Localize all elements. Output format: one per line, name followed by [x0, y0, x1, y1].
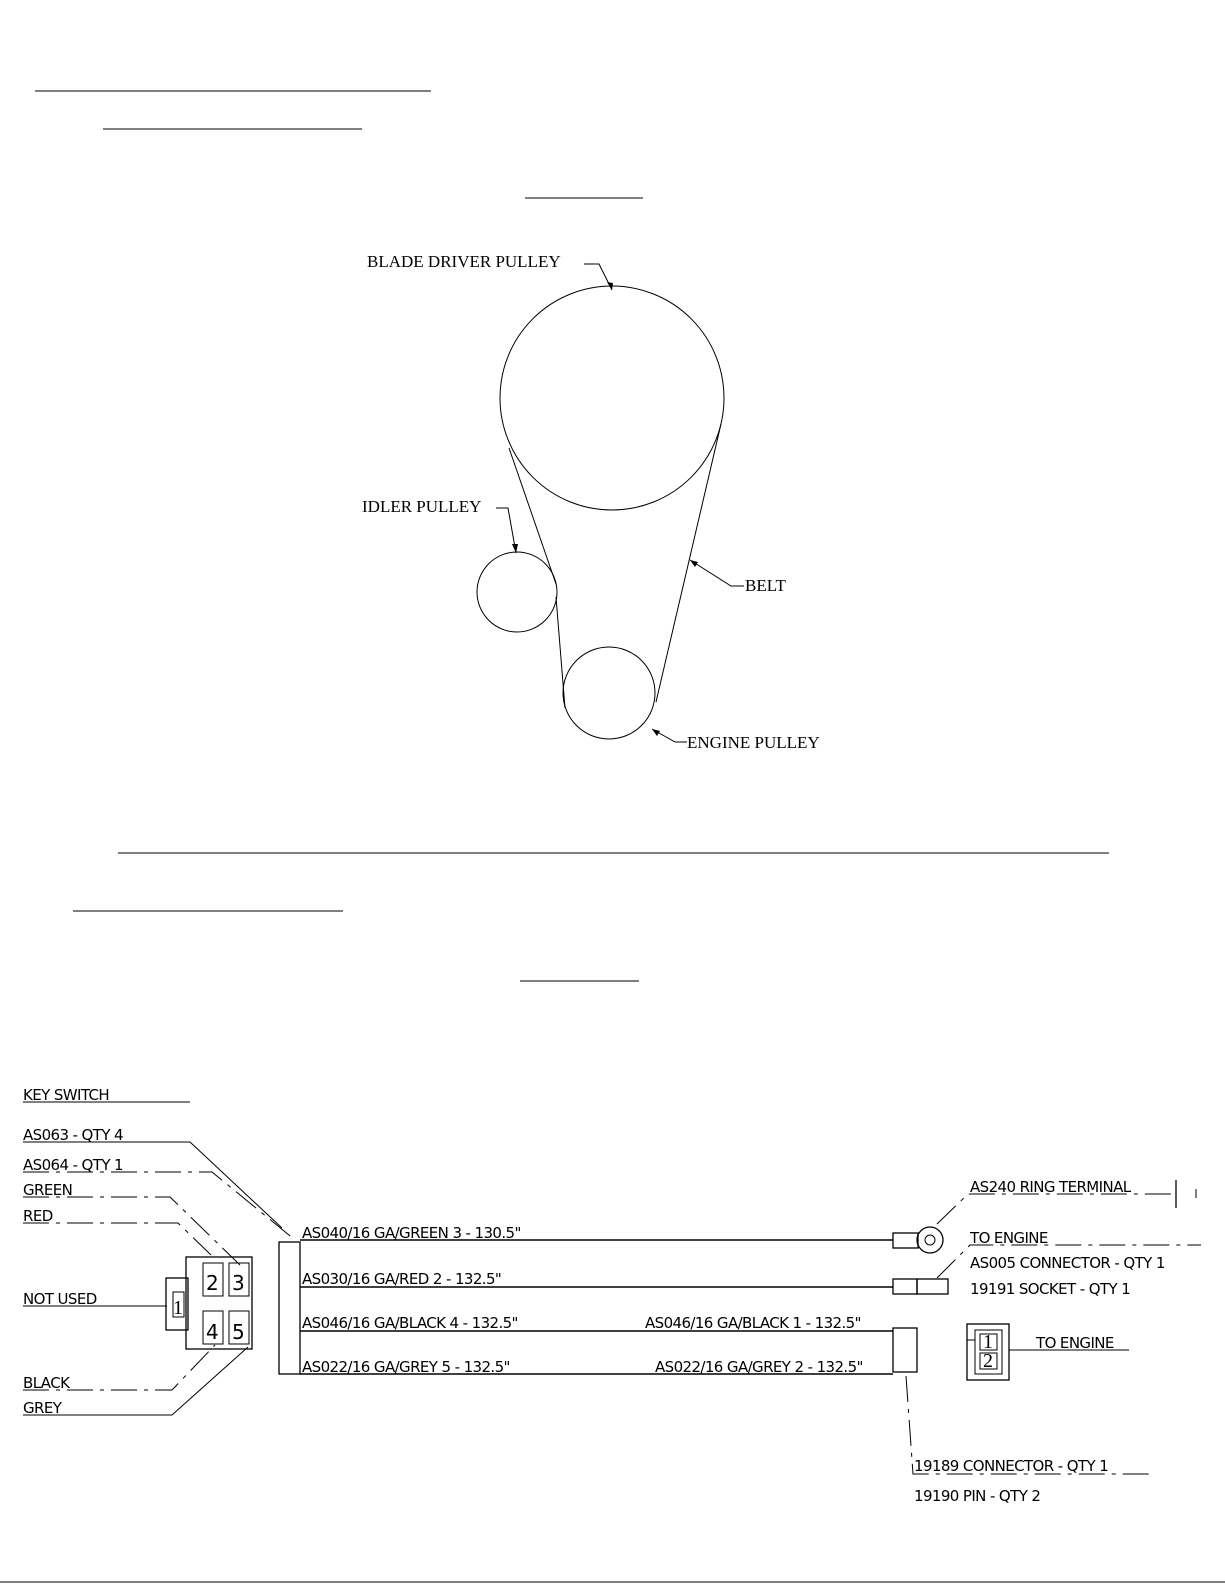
to-engine-1-label: TO ENGINE [970, 1229, 1048, 1247]
wire-grey-label: AS022/16 GA/GREY 5 - 132.5" [302, 1358, 510, 1376]
ring-terminal-barrel [893, 1233, 918, 1248]
ring-terminal-eye [917, 1227, 943, 1253]
connector-19189-label: 19189 CONNECTOR - QTY 1 [914, 1457, 1109, 1475]
green-leader [23, 1197, 240, 1265]
as063-label: AS063 - QTY 4 [23, 1126, 124, 1144]
ring-terminal [893, 1227, 943, 1253]
black-label: BLACK [23, 1374, 70, 1392]
belt-leader [690, 560, 744, 586]
blade-driver-pulley-label: BLADE DRIVER PULLEY [367, 252, 561, 271]
harness-bundle [279, 1242, 300, 1374]
belt-left-lower [556, 597, 565, 708]
idler-pulley-label: IDLER PULLEY [362, 497, 482, 516]
wiring-diagram [23, 1086, 1201, 1505]
plug-pin-2-label: 2 [983, 1350, 993, 1372]
to-engine-2-label: TO ENGINE [1036, 1334, 1114, 1352]
connector-19189 [893, 1328, 917, 1372]
key-switch-connector [166, 1257, 252, 1349]
wire-grey-end-label: AS022/16 GA/GREY 2 - 132.5" [655, 1358, 863, 1376]
engine-plug [967, 1324, 1009, 1380]
wire-red-label: AS030/16 GA/RED 2 - 132.5" [302, 1270, 502, 1288]
wire-black-label: AS046/16 GA/BLACK 4 - 132.5" [302, 1314, 518, 1332]
as064-label: AS064 - QTY 1 [23, 1156, 124, 1174]
engine-pulley-label: ENGINE PULLEY [687, 733, 820, 752]
ring-terminal-leader [937, 1194, 1176, 1224]
belt-label: BELT [745, 576, 786, 595]
blade-driver-pulley [500, 286, 724, 510]
belt-diagram [362, 252, 820, 752]
belt-left-upper [509, 448, 556, 584]
not-used-label: NOT USED [23, 1290, 97, 1308]
as005-connector [893, 1279, 948, 1294]
ring-terminal-hole [925, 1235, 935, 1245]
red-label: RED [23, 1207, 53, 1225]
wire-black-end-label: AS046/16 GA/BLACK 1 - 132.5" [645, 1314, 861, 1332]
ring-terminal-label: AS240 RING TERMINAL [970, 1178, 1131, 1196]
wire-green-label: AS040/16 GA/GREEN 3 - 130.5" [302, 1224, 521, 1242]
idler-pulley [477, 552, 557, 632]
socket-19191-label: 19191 SOCKET - QTY 1 [970, 1280, 1131, 1298]
pin-5-label: 5 [232, 1320, 245, 1344]
as005-connector-label: AS005 CONNECTOR - QTY 1 [970, 1254, 1165, 1272]
pin-19190-label: 19190 PIN - QTY 2 [914, 1487, 1041, 1505]
pin-4-label: 4 [206, 1320, 219, 1344]
pin-3-label: 3 [232, 1271, 245, 1295]
socket-body [893, 1279, 917, 1294]
pin-2-label: 2 [206, 1271, 219, 1295]
green-label: GREEN [23, 1181, 73, 1199]
grey-label: GREY [23, 1399, 62, 1417]
plug-pin-1-label: 1 [983, 1331, 993, 1353]
socket-sleeve [917, 1279, 948, 1294]
pin-1-label: 1 [173, 1297, 183, 1319]
engine-pulley [563, 647, 655, 739]
leader-arrow [690, 560, 698, 567]
key-switch-label: KEY SWITCH [23, 1086, 110, 1104]
red-leader [23, 1223, 211, 1255]
header-rules [0, 91, 1225, 1582]
belt-right [656, 424, 721, 702]
leader-arrow [652, 729, 660, 736]
